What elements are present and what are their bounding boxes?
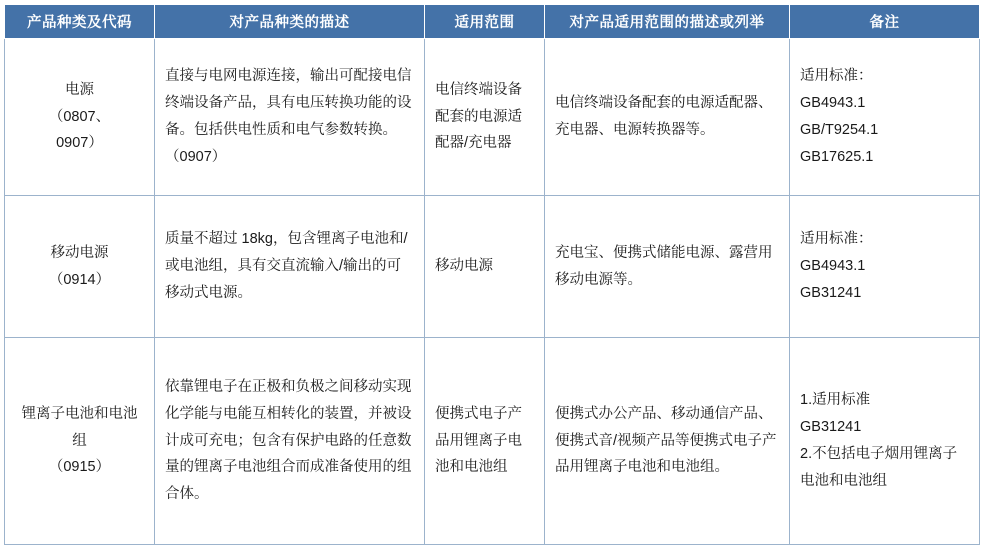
cell-remark: 适用标准： GB4943.1 GB/T9254.1 GB17625.1 xyxy=(790,39,980,196)
cell-description: 质量不超过 18kg，包含锂离子电池和/或电池组，具有交直流输入/输出的可移动式电源。 xyxy=(155,196,425,338)
table-header-row xyxy=(5,5,980,39)
table-row xyxy=(5,39,980,196)
table-header xyxy=(5,5,980,39)
cell-category: 电源 （0807、 0907） xyxy=(5,39,155,196)
cell-scope-description: 便携式办公产品、移动通信产品、便携式音/视频产品等便携式电子产品用锂离子电池和电池组。 xyxy=(545,338,790,545)
cell-description: 直接与电网电源连接，输出可配接电信终端设备产品，具有电压转换功能的设备。包括供电性质和电气参数转换。（0907） xyxy=(155,39,425,196)
cell-scope: 便携式电子产品用锂离子电池和电池组 xyxy=(425,338,545,545)
table-body xyxy=(5,39,980,545)
cell-category: 锂离子电池和电池组 （0915） xyxy=(5,338,155,545)
column-header-scope: 适用范围 xyxy=(425,5,545,39)
cell-category: 移动电源 （0914） xyxy=(5,196,155,338)
table-row xyxy=(5,196,980,338)
cell-scope: 电信终端设备配套的电源适配器/充电器 xyxy=(425,39,545,196)
cell-description: 依靠锂电子在正极和负极之间移动实现化学能与电能互相转化的装置，并被设计成可充电；包含有保护电路的任意数量的锂离子电池组合而成准备使用的组合体。 xyxy=(155,338,425,545)
cell-remark: 适用标准： GB4943.1 GB31241 xyxy=(790,196,980,338)
product-catalog-table xyxy=(4,4,980,545)
cell-scope-description: 充电宝、便携式储能电源、露营用移动电源等。 xyxy=(545,196,790,338)
column-header-scope-description: 对产品适用范围的描述或列举 xyxy=(545,5,790,39)
column-header-description: 对产品种类的描述 xyxy=(155,5,425,39)
cell-scope: 移动电源 xyxy=(425,196,545,338)
column-header-remark: 备注 xyxy=(790,5,980,39)
cell-remark: 1.适用标准 GB31241 2.不包括电子烟用锂离子电池和电池组 xyxy=(790,338,980,545)
table-row xyxy=(5,338,980,545)
cell-scope-description: 电信终端设备配套的电源适配器、充电器、电源转换器等。 xyxy=(545,39,790,196)
column-header-category: 产品种类及代码 xyxy=(5,5,155,39)
